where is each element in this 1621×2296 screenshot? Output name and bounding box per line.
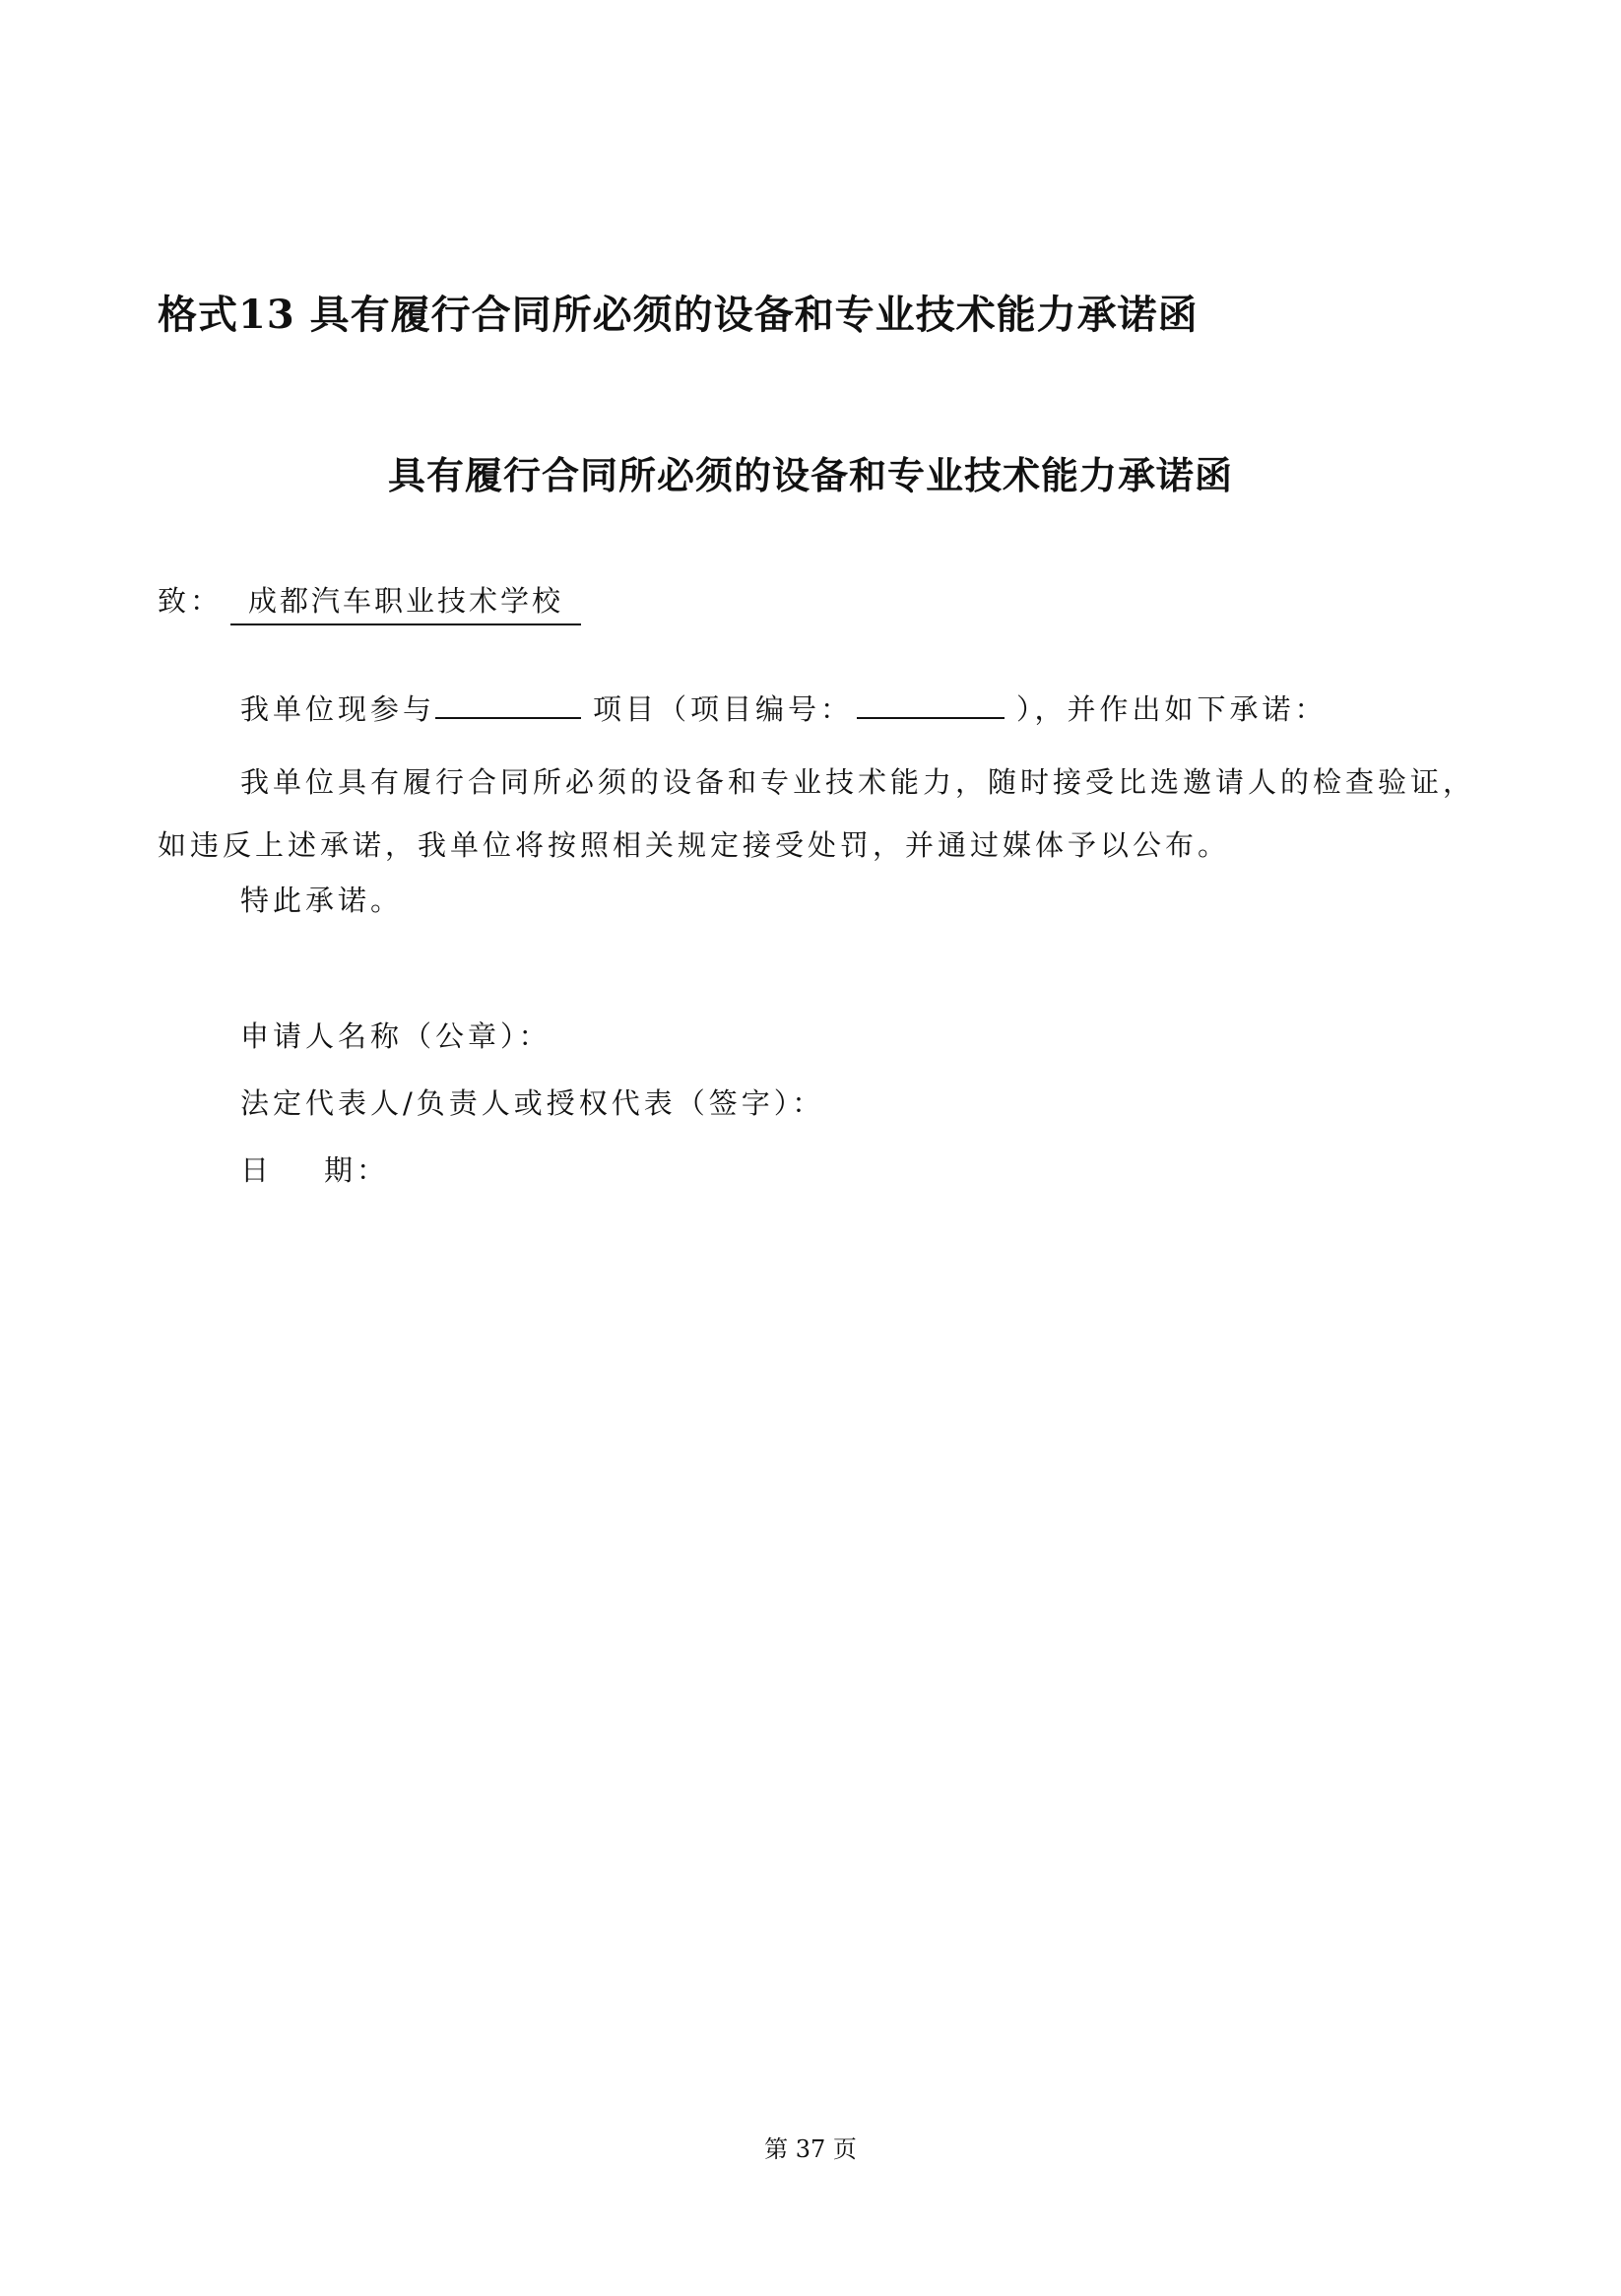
date-label: [240, 1148, 389, 1189]
participation-text-1: 我单位现参与: [240, 692, 436, 726]
participation-text-3: ），并作出如下承诺：: [1016, 692, 1328, 726]
participation-text-2: 项目（项目编号：: [593, 692, 854, 726]
document-title: 具有履行合同所必须的设备和专业技术能力承诺函: [387, 453, 1233, 497]
recipient-line: [158, 579, 581, 625]
date-label-part-1: 日: [240, 1153, 274, 1187]
recipient-prefix: 致：: [158, 584, 224, 618]
participation-paragraph: [240, 688, 1328, 728]
section-heading: 格式13 具有履行合同所必须的设备和专业技术能力承诺函: [158, 292, 1199, 338]
closing-paragraph: 特此承诺。: [240, 884, 404, 917]
representative-label: 法定代表人/负责人或授权代表（签字）：: [240, 1086, 825, 1120]
page-number: 第 37 页: [764, 2135, 857, 2163]
project-number-blank: [857, 688, 1005, 719]
date-label-part-2: 期：: [324, 1153, 390, 1187]
commitment-paragraph: 我单位具有履行合同所必须的设备和专业技术能力，随时接受比选邀请人的检查验证，如违反上述承诺，我单位将按照相关规定接受处罚，并通过媒体予以公布。: [158, 765, 1476, 862]
applicant-name-label: 申请人名称（公章）：: [240, 1019, 551, 1053]
recipient-name: 成都汽车职业技术学校: [230, 579, 581, 625]
project-name-blank: [435, 688, 581, 719]
